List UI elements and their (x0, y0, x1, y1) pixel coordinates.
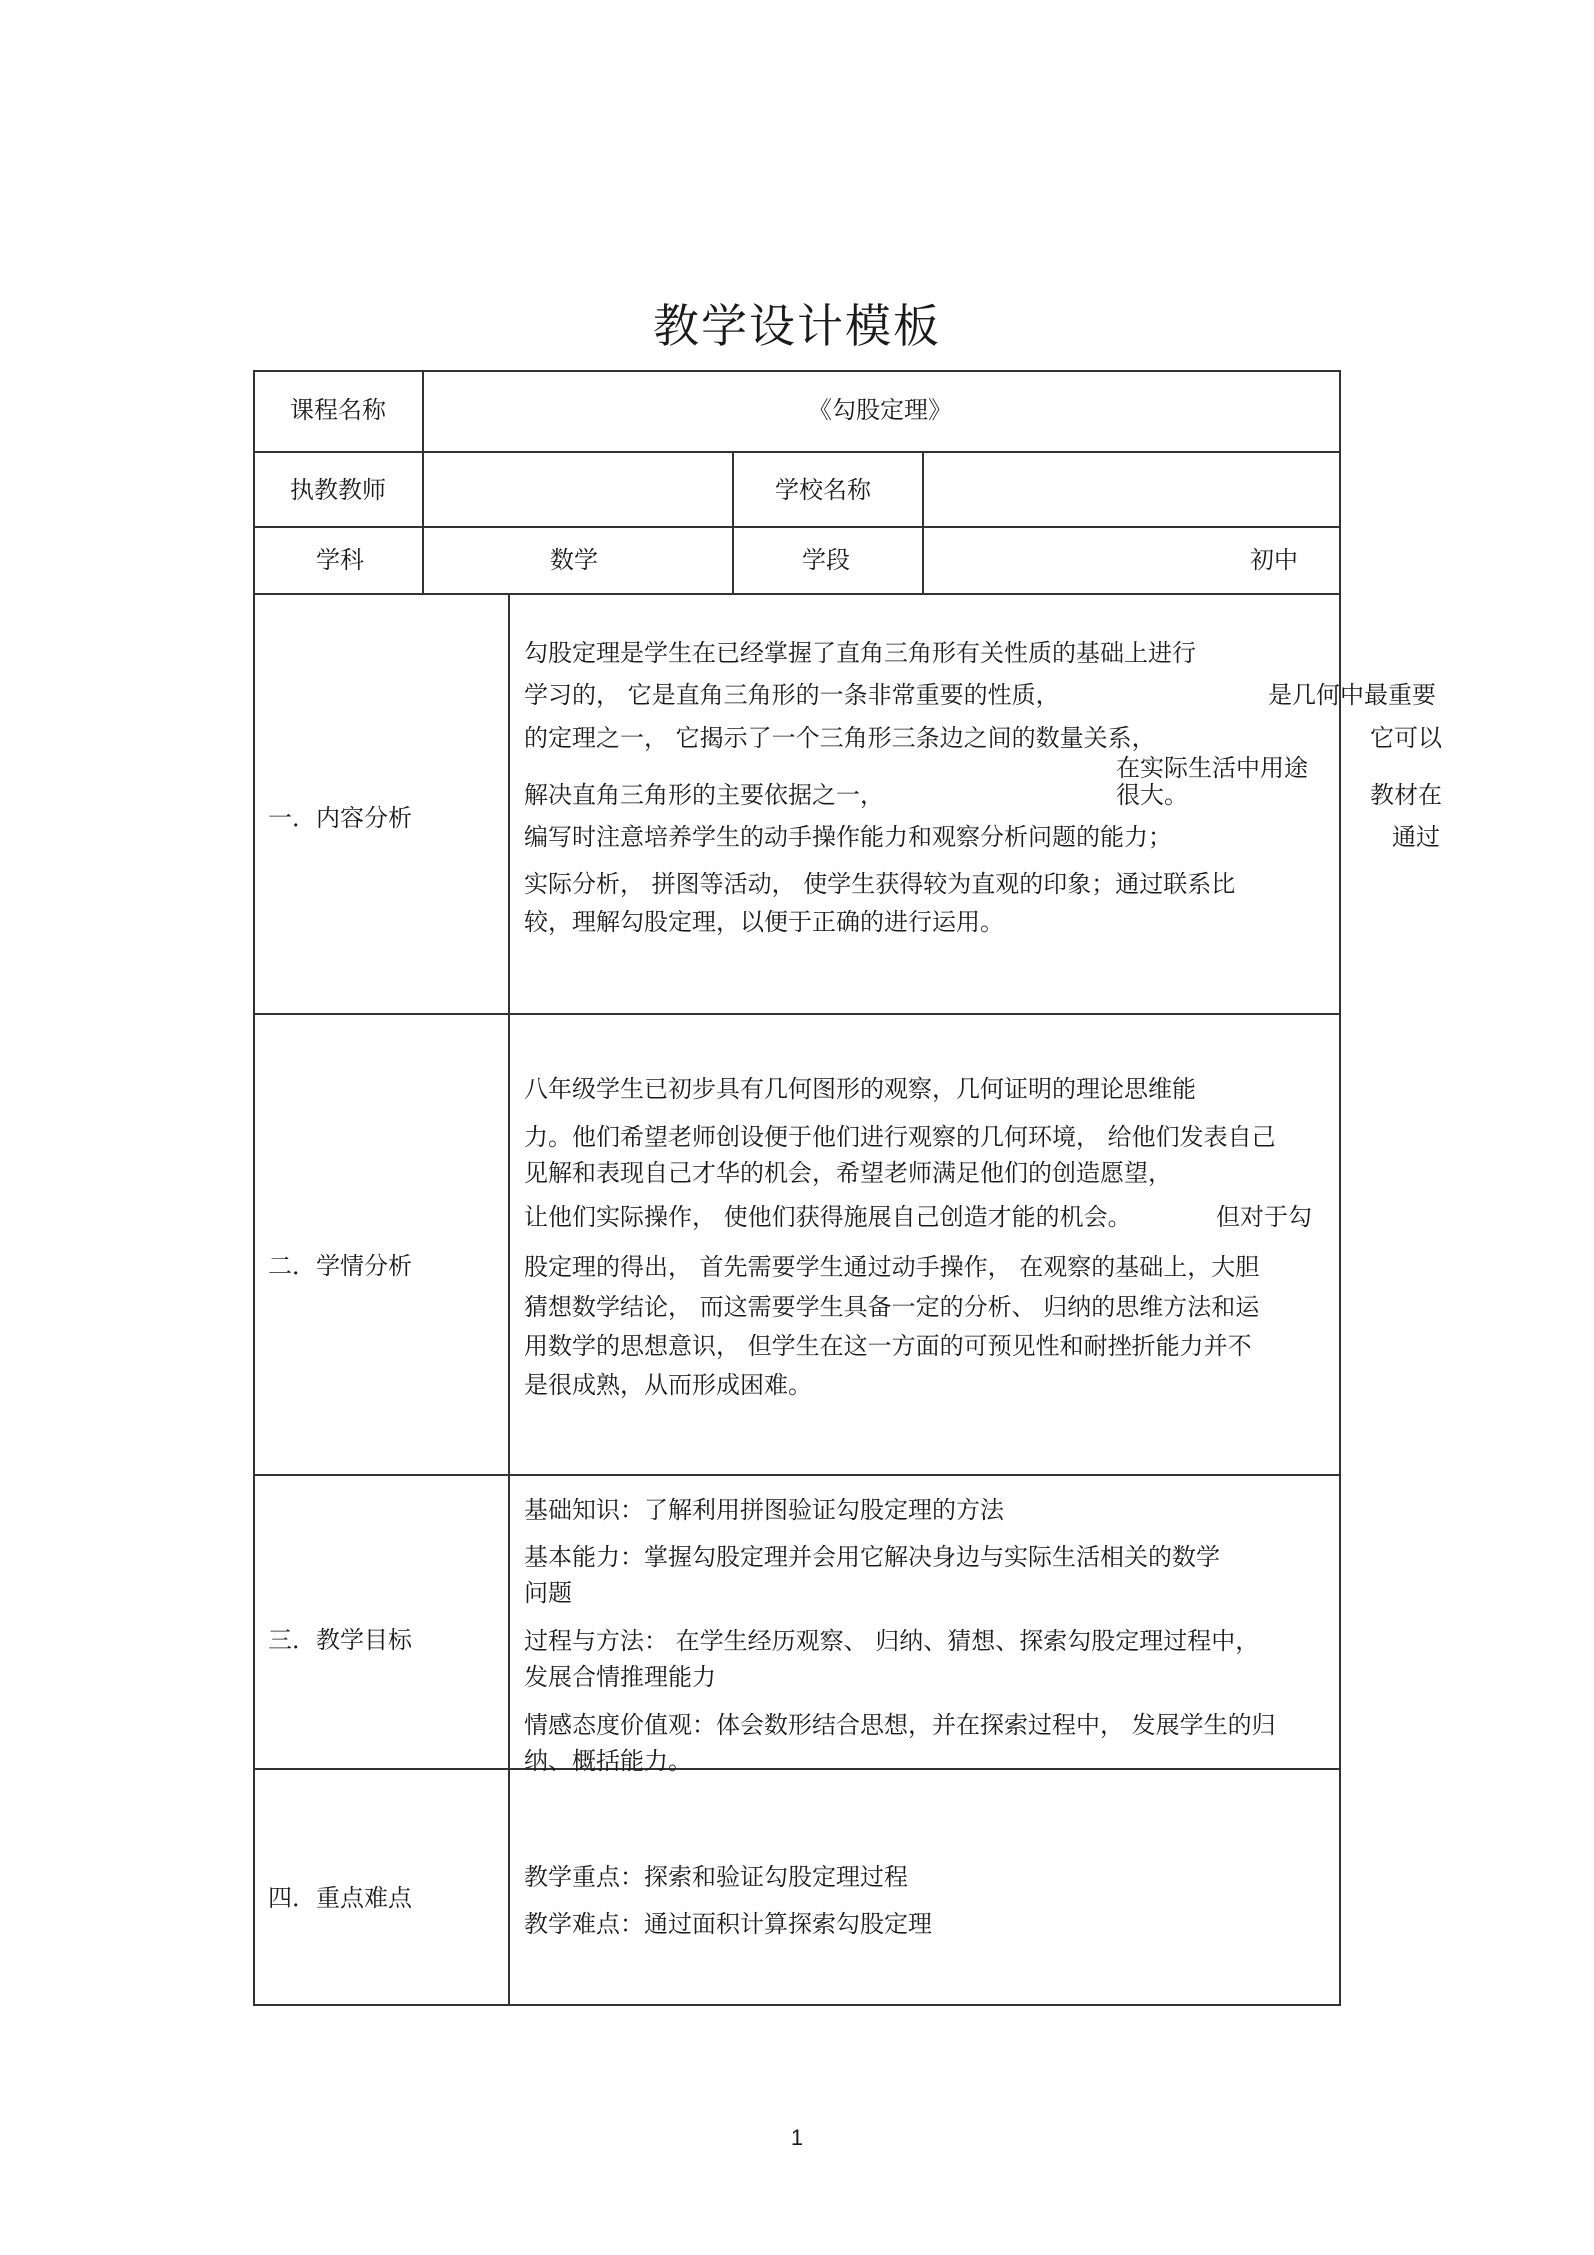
content-line: 通过 (1392, 823, 1440, 851)
content-line: 较，理解勾股定理，以便于正确的进行运用。 (524, 908, 1004, 936)
content-line: 实际分析， 拼图等活动， 使学生获得较为直观的印象；通过联系比 (524, 870, 1236, 898)
students-line: 猜想数学结论， 而这需要学生具备一定的分析、 归纳的思维方法和运 (524, 1293, 1260, 1321)
students-line: 力。他们希望老师创设便于他们进行观察的几何环境， 给他们发表自己 (524, 1123, 1276, 1151)
keypoints-line: 教学重点：探索和验证勾股定理过程 (524, 1863, 908, 1891)
goals-line: 基础知识：了解利用拼图验证勾股定理的方法 (524, 1496, 1004, 1524)
goals-line: 基本能力：掌握勾股定理并会用它解决身边与实际生活相关的数学 (524, 1543, 1220, 1571)
students-line: 但对于勾 (1216, 1203, 1312, 1231)
content-line: 解决直角三角形的主要依据之一， (524, 781, 884, 809)
students-line: 让他们实际操作， 使他们获得施展自己创造才能的机会。 (524, 1203, 1132, 1231)
teacher-label: 执教教师 (290, 476, 386, 504)
stage-label: 学段 (802, 546, 850, 574)
keypoints-line: 教学难点：通过面积计算探索勾股定理 (524, 1910, 932, 1938)
content-line: 勾股定理是学生在已经掌握了直角三角形有关性质的基础上进行 (524, 639, 1196, 667)
goals-line: 过程与方法： 在学生经历观察、 归纳、猜想、探索勾股定理过程中， (524, 1627, 1260, 1655)
content-line: 它可以 (1370, 724, 1442, 752)
goals-line: 情感态度价值观：体会数形结合思想，并在探索过程中， 发展学生的归 (524, 1711, 1276, 1739)
page-title: 教学设计模板 (653, 299, 941, 353)
goals-line: 问题 (524, 1579, 572, 1607)
content-line: 编写时注意培养学生的动手操作能力和观察分析问题的能力； (524, 823, 1172, 851)
section-goals-label: 三．教学目标 (268, 1626, 412, 1654)
course-name-label: 课程名称 (290, 396, 386, 424)
section-content-label: 一．内容分析 (268, 804, 412, 832)
students-line: 用数学的思想意识， 但学生在这一方面的可预见性和耐挫折能力并不 (524, 1332, 1252, 1360)
content-line: 在实际生活中用途 (1116, 754, 1308, 782)
goals-line: 纳、概括能力。 (524, 1747, 692, 1775)
students-line: 见解和表现自己才华的机会，希望老师满足他们的创造愿望， (524, 1159, 1172, 1187)
content-line: 学习的， 它是直角三角形的一条非常重要的性质， (524, 681, 1060, 709)
students-line: 股定理的得出， 首先需要学生通过动手操作， 在观察的基础上，大胆 (524, 1253, 1260, 1281)
content-line: 很大。 (1116, 781, 1188, 809)
content-line: 的定理之一， 它揭示了一个三角形三条边之间的数量关系， (524, 724, 1156, 752)
page-number: 1 (790, 2125, 804, 2150)
content-line: 教材在 (1370, 781, 1442, 809)
course-name-value: 《勾股定理》 (808, 396, 952, 424)
goals-line: 发展合情推理能力 (524, 1663, 716, 1691)
subject-label: 学科 (316, 546, 364, 574)
stage-value: 初中 (1250, 546, 1298, 574)
content-line: 是几何中最重要 (1268, 681, 1436, 709)
section-keypoints-label: 四．重点难点 (268, 1884, 412, 1912)
students-line: 是很成熟，从而形成困难。 (524, 1371, 812, 1399)
section-students-label: 二．学情分析 (268, 1252, 412, 1280)
school-label: 学校名称 (775, 476, 871, 504)
subject-value: 数学 (550, 546, 598, 574)
students-line: 八年级学生已初步具有几何图形的观察，几何证明的理论思维能 (524, 1075, 1196, 1103)
